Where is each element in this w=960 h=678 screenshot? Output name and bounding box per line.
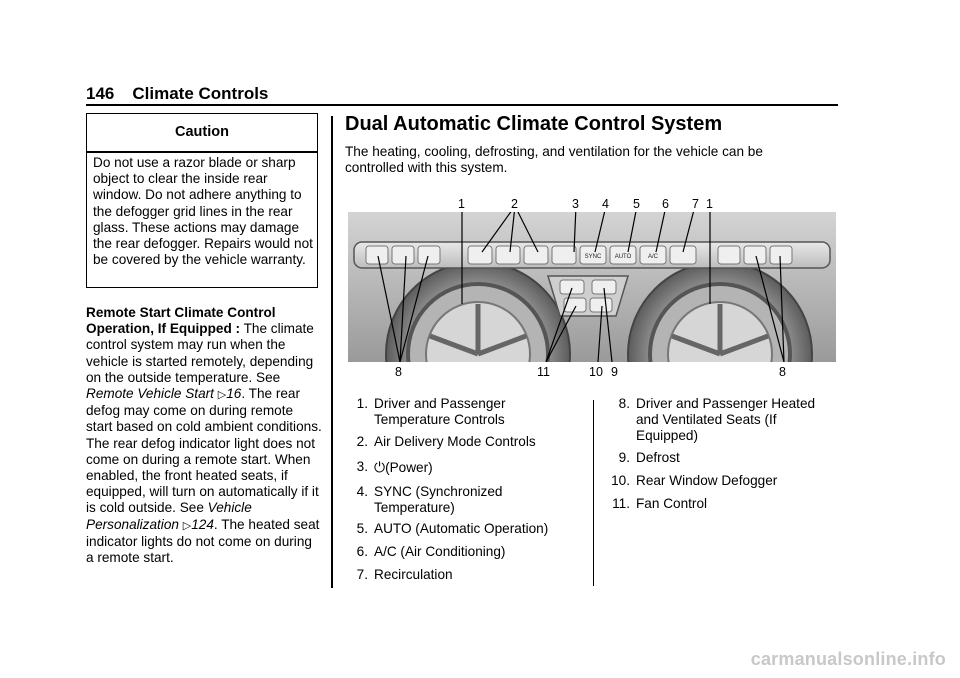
power-icon: ⏻ — [374, 459, 386, 475]
vehicle-personalization-link[interactable]: Vehicle Personalization — [86, 500, 252, 532]
callout-bottom-10: 10 — [589, 365, 603, 379]
page-ref-16[interactable]: 16 — [226, 386, 242, 402]
watermark: carmanualsonline.info — [750, 649, 946, 669]
header-rule — [86, 104, 838, 106]
remote-start-paragraph — [86, 305, 322, 566]
callout-top-7: 7 — [692, 197, 699, 211]
callout-bottom-11: 11 — [537, 365, 550, 379]
callout-top-3: 3 — [572, 197, 579, 211]
callout-top-1b: 1 — [706, 197, 713, 211]
page-ref-arrow-icon: ▷ — [182, 519, 192, 532]
section-title: Dual Automatic Climate Control System — [345, 113, 723, 135]
callout-top-6: 6 — [662, 197, 669, 211]
callout-bottom-8: 8 — [395, 365, 402, 379]
caution-body: Do not use a razor blade or sharp object to clear the inside rear window. Do not adhere anything to the defogger grid lines in the rear glass. These actions may damage the rear defogger. Repairs would not be covered by the vehicle warranty. — [93, 155, 313, 268]
remote-start-heading: Remote Start Climate Control Operation, If Equipped : — [86, 305, 276, 337]
auto-button-label: AUTO — [614, 254, 632, 260]
remote-start-text-2: . The rear defog may come on during remote start based on cold ambient conditions. The rear defog indicator light does not come on during a remote start. When enabled, the front heated seats, if equipped, will turn on automatically if it is cold outside. See — [86, 386, 322, 516]
section-intro: The heating, cooling, defrosting, and ventilation for the vehicle can be controlled with this system. — [345, 144, 763, 176]
ac-button-label: A/C — [647, 254, 659, 260]
caution-box — [86, 113, 318, 288]
callout-top-4: 4 — [602, 197, 609, 211]
caution-title: Caution — [175, 124, 229, 140]
page-ref-arrow-icon: ▷ — [217, 389, 227, 402]
caution-divider — [87, 151, 317, 153]
remote-start-text-1: The climate control system may run when the vehicle is started remotely, depending on the outside temperature. See — [86, 321, 314, 385]
page-number: 146 — [86, 84, 115, 103]
page-ref-124[interactable]: 124 — [191, 516, 214, 532]
sync-button-label: SYNC — [584, 254, 602, 260]
remote-vehicle-start-link[interactable]: Remote Vehicle Start — [86, 386, 214, 402]
callout-top-5: 5 — [633, 197, 640, 211]
climate-panel-illustration — [348, 212, 836, 362]
page-header — [86, 84, 268, 104]
column-divider — [331, 116, 333, 588]
callout-top-2: 2 — [511, 197, 518, 211]
callout-bottom-8b: 8 — [779, 365, 786, 379]
chapter-title: Climate Controls — [132, 84, 269, 103]
callout-top-1: 1 — [458, 197, 465, 211]
remote-start-text-3: . The heated seat indicator lights do not come on during a remote start. — [86, 516, 320, 566]
list-divider — [593, 400, 594, 586]
callout-bottom-9: 9 — [611, 365, 618, 379]
